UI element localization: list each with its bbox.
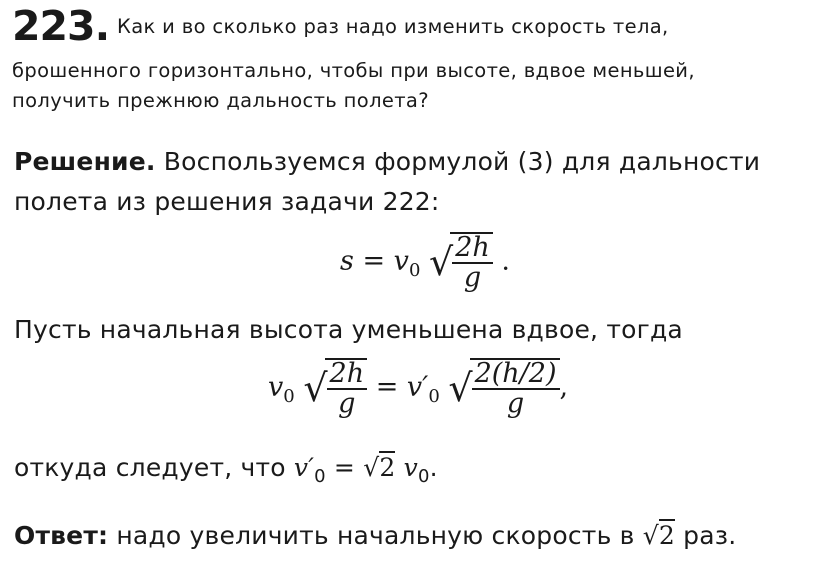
fraction-denominator: g (463, 262, 482, 293)
solution-line-4: откуда следует, что $v'_0 = √2$ $v_0$. (14, 453, 438, 487)
square-root: √ $\frac{2(h/2)}{g}$ (448, 358, 559, 418)
formula-range (340, 232, 510, 292)
fraction-denominator: g (506, 388, 525, 419)
fraction-denominator: g (338, 388, 356, 419)
solution-label: Решение. (14, 147, 156, 176)
root-value: 2 (379, 453, 396, 482)
formula-symbol-s: s (340, 245, 354, 277)
problem-text-line-3: получить прежнюю дальность полета? (12, 89, 429, 112)
formula-period: . (429, 453, 438, 482)
formula-subscript: 0 (314, 466, 326, 487)
formula-subscript: 0 (408, 259, 421, 281)
solution-line-4-text: откуда следует, что (14, 453, 294, 482)
problem-text-line-2: брошенного горизонтально, чтобы при высоте, вдвое меньшей, (12, 59, 695, 82)
formula-symbol-v: v (268, 371, 284, 403)
formula-symbol-v: v (403, 453, 418, 482)
formula-subscript: 0 (428, 385, 440, 407)
solution-line-2: полета из решения задачи 222: (14, 187, 440, 216)
root-value: 2 (658, 521, 675, 550)
problem-number: 223. (12, 2, 110, 50)
answer-text: надо увеличить начальную скорость в (108, 521, 643, 550)
fraction-numerator: 2(h/2) (472, 360, 560, 390)
formula-subscript: 0 (417, 466, 430, 487)
square-root: √ $\frac{2h}{g}$ (429, 232, 493, 292)
formula-symbol-v: v (393, 245, 409, 277)
problem-text-line-1: Как и во сколько раз надо изменить скорость тела, (117, 15, 669, 38)
formula-period: . (501, 245, 510, 277)
fraction-numerator: 2h (452, 234, 493, 264)
solution-line-1-text: Воспользуемся формулой (3) для дальности (155, 147, 761, 176)
formula-symbol-v-prime: v′ (293, 453, 315, 482)
formula-subscript: 0 (283, 385, 295, 407)
formula-equals: = (325, 453, 364, 482)
formula-comma: , (559, 371, 569, 403)
formula-equals: = (362, 245, 386, 277)
formula-equals: = (375, 371, 399, 403)
answer-end: раз. (674, 521, 737, 550)
formula-equality (268, 358, 568, 418)
answer-line: Ответ: надо увеличить начальную скорость в √2 раз. (14, 521, 737, 550)
fraction-numerator: 2h (327, 360, 368, 390)
answer-label: Ответ: (14, 521, 109, 550)
solution-line-1 (14, 146, 760, 178)
formula-symbol-v-prime: v′ (406, 371, 429, 403)
square-root: √ $\frac{2h}{g}$ (303, 358, 367, 418)
solution-line-3: Пусть начальная высота уменьшена вдвое, тогда (14, 315, 683, 344)
